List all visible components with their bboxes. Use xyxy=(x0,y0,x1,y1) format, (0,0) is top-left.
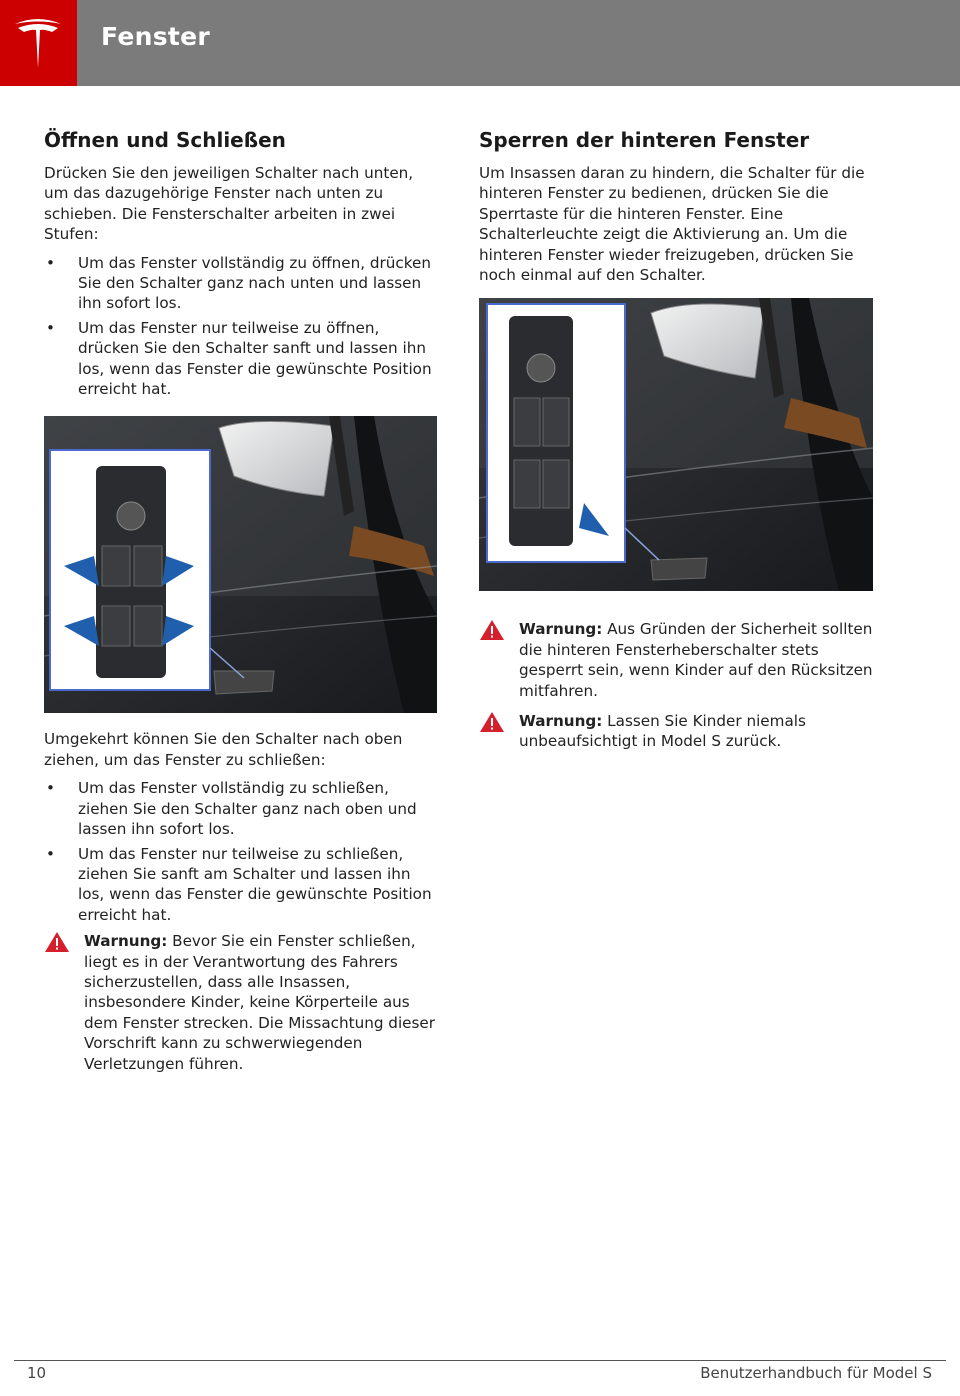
section-heading: Sperren der hinteren Fenster xyxy=(479,128,810,152)
paragraph: Drücken Sie den jeweiligen Schalter nach unten, um das dazugehörige Fenster nach unten zu schieben. Die Fensterschalter arbeiten in zwei Stufen: xyxy=(44,164,414,244)
section-heading: Öffnen und Schließen xyxy=(44,128,286,152)
page-header xyxy=(0,0,960,86)
door-panel-illustration xyxy=(479,298,873,591)
window-switch-figure xyxy=(44,416,437,713)
warning-icon xyxy=(44,931,70,953)
page-title: Fenster xyxy=(101,22,211,51)
list-item: • Um das Fenster vollständig zu schließen, ziehen Sie den Schalter ganz nach oben und lassen ihn sofort los. xyxy=(46,779,417,839)
footer-manual-title: Benutzerhandbuch für Model S xyxy=(700,1364,932,1382)
warning-icon xyxy=(479,619,505,641)
door-panel-illustration xyxy=(44,416,437,713)
section-rear-window-lock xyxy=(479,128,873,752)
warning-label: Warnung: xyxy=(519,620,603,639)
list-item: • Um das Fenster nur teilweise zu öffnen, drücken Sie den Schalter sanft und lassen ihn los, wenn das Fenster die gewünschte Position erreicht hat. xyxy=(46,318,432,399)
warning-label: Warnung: xyxy=(84,932,168,951)
list-item: • Um das Fenster nur teilweise zu schließen, ziehen Sie sanft am Schalter und lassen ihn los, wenn das Fenster die gewünschte Position erreicht hat. xyxy=(46,844,432,924)
paragraph: Umgekehrt können Sie den Schalter nach oben ziehen, um das Fenster zu schließen: xyxy=(44,730,403,769)
warning-text: Lassen Sie Kinder niemals unbeaufsichtigt in Model S zurück. xyxy=(519,712,806,751)
section-open-close xyxy=(44,128,438,1074)
brand-logo-box xyxy=(0,0,77,86)
tesla-logo-icon xyxy=(13,16,63,70)
bullet-list xyxy=(44,778,438,925)
warning-note xyxy=(44,931,438,1074)
warning-note xyxy=(479,711,873,752)
warning-text: Aus Gründen der Sicherheit sollten die hinteren Fensterheberschalter stets gesperrt sein, wenn Kinder auf den Rücksitzen mitfahren. xyxy=(519,620,873,700)
list-item: • Um das Fenster vollständig zu öffnen, drücken Sie den Schalter ganz nach unten und lassen ihn sofort los. xyxy=(46,253,431,313)
bullet-list xyxy=(44,253,438,400)
paragraph: Um Insassen daran zu hindern, die Schalter für die hinteren Fenster zu bedienen, drücken Sie die Sperrtaste für die hinteren Fenster. Eine Schalterleuchte zeigt die Aktivierung an. Um die hinteren Fenster wieder freizugeben, drücken Sie noch einmal auf den Schalter. xyxy=(479,164,865,285)
warning-text: Bevor Sie ein Fenster schließen, liegt es in der Verantwortung des Fahrers sicherzustellen, dass alle Insassen, insbesondere Kinder, keine Körperteile aus dem Fenster strecken. Die Missachtung dieser Vorschrift kann zu schwerwiegenden Verletzungen führen. xyxy=(84,932,436,1073)
warning-label: Warnung: xyxy=(519,712,603,731)
page-number: 10 xyxy=(27,1364,47,1382)
rear-lock-figure xyxy=(479,298,873,591)
footer-divider xyxy=(14,1360,946,1361)
warning-icon xyxy=(479,711,505,733)
warning-note xyxy=(479,619,873,701)
